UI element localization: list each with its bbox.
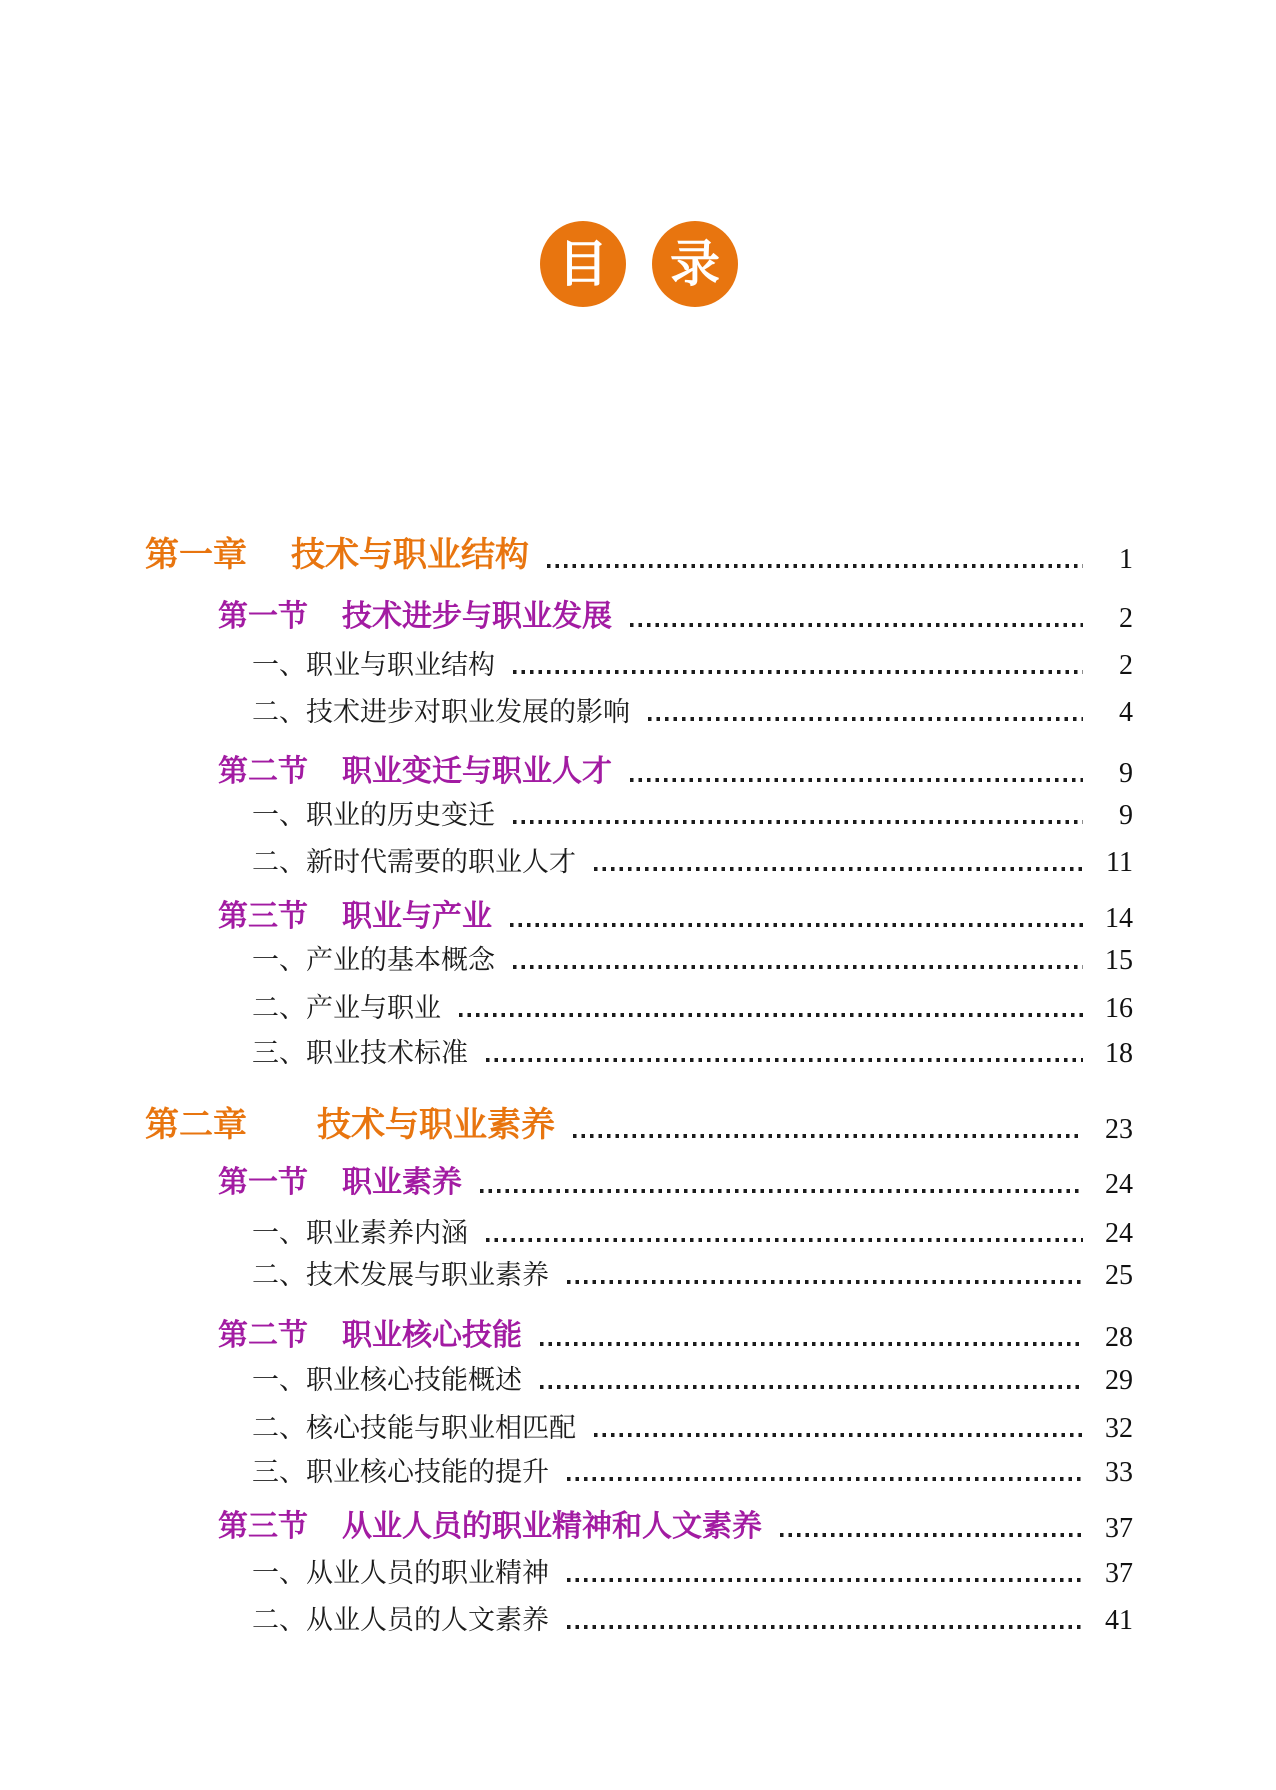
page-number: 18	[1105, 1038, 1133, 1069]
toc-entry-item	[252, 1406, 1133, 1445]
toc-entry-title: 一、职业的历史变迁	[252, 800, 495, 830]
page-number: 24	[1105, 1218, 1133, 1249]
toc-entry-label: 第一章	[145, 536, 247, 574]
toc-entry-title: 二、技术发展与职业素养	[252, 1260, 549, 1290]
toc-entry-section	[218, 1310, 1133, 1354]
dot-leader	[510, 923, 1083, 927]
toc-entry-label: 第三节	[218, 1510, 308, 1543]
toc-entry-item	[252, 1358, 1133, 1397]
page-number: 9	[1119, 758, 1133, 789]
dot-leader	[459, 1013, 1083, 1017]
dot-leader	[567, 1625, 1083, 1629]
toc-entry-title: 二、产业与职业	[252, 993, 441, 1023]
toc-entry-title: 一、职业核心技能概述	[252, 1365, 522, 1395]
page-number: 23	[1105, 1114, 1133, 1145]
dot-leader	[630, 778, 1083, 782]
page-number: 25	[1105, 1260, 1133, 1291]
toc-entry-title: 职业核心技能	[342, 1319, 522, 1352]
toc-entry-item	[252, 938, 1133, 977]
dot-leader	[648, 717, 1083, 721]
title-char-2: 录	[670, 236, 720, 292]
dot-leader	[480, 1189, 1083, 1193]
toc-entry-item	[252, 643, 1133, 682]
toc-entry-item	[252, 986, 1133, 1025]
toc-entry-label: 第一节	[218, 600, 308, 633]
dot-leader	[567, 1477, 1083, 1481]
toc-entry-chapter	[145, 527, 1133, 576]
page-number: 37	[1105, 1513, 1133, 1544]
toc-entry-item	[252, 793, 1133, 832]
page-number: 33	[1105, 1457, 1133, 1488]
toc-entry-title: 一、职业与职业结构	[252, 650, 495, 680]
page-number: 28	[1105, 1322, 1133, 1353]
page-number: 2	[1119, 603, 1133, 634]
toc-entry-title: 三、职业核心技能的提升	[252, 1457, 549, 1487]
page-number: 1	[1119, 544, 1133, 575]
toc-entry-section	[218, 746, 1133, 790]
toc-entry-title: 二、新时代需要的职业人才	[252, 847, 576, 877]
toc-entry-title: 职业素养	[342, 1166, 462, 1199]
page-number: 24	[1105, 1169, 1133, 1200]
toc-entry-section	[218, 1157, 1133, 1201]
title-circle-2	[652, 221, 738, 307]
toc-entry-item	[252, 690, 1133, 729]
dot-leader	[513, 670, 1083, 674]
toc-entry-label: 第一节	[218, 1166, 308, 1199]
toc-entry-title: 从业人员的职业精神和人文素养	[342, 1510, 762, 1543]
toc-entry-section	[218, 1501, 1133, 1545]
toc-entry-label: 第二节	[218, 1319, 308, 1352]
dot-leader	[540, 1342, 1083, 1346]
toc-entry-title: 技术与职业素养	[317, 1106, 555, 1144]
toc-entry-section	[218, 591, 1133, 635]
dot-leader	[547, 564, 1083, 568]
page-number: 32	[1105, 1413, 1133, 1444]
toc-entry-title: 技术进步与职业发展	[342, 600, 612, 633]
dot-leader	[630, 623, 1083, 627]
page-number: 4	[1119, 697, 1133, 728]
dot-leader	[594, 867, 1083, 871]
toc-entry-label: 第二章	[145, 1106, 247, 1144]
toc-page-title	[540, 221, 738, 307]
dot-leader	[513, 965, 1083, 969]
toc-entry-title: 三、职业技术标准	[252, 1038, 468, 1068]
toc-entry-item	[252, 1598, 1133, 1637]
toc-entry-item	[252, 1211, 1133, 1250]
dot-leader	[567, 1280, 1083, 1284]
toc-entry-item	[252, 1253, 1133, 1292]
toc-entry-title: 一、职业素养内涵	[252, 1218, 468, 1248]
page-number: 15	[1105, 945, 1133, 976]
toc-entry-item	[252, 1450, 1133, 1489]
toc-entry-title: 二、核心技能与职业相匹配	[252, 1413, 576, 1443]
toc-entry-section	[218, 891, 1133, 935]
toc-entry-title: 技术与职业结构	[291, 536, 529, 574]
dot-leader	[540, 1385, 1083, 1389]
dot-leader	[486, 1238, 1083, 1242]
page-number: 16	[1105, 993, 1133, 1024]
toc-entry-label: 第三节	[218, 900, 308, 933]
dot-leader	[780, 1533, 1083, 1537]
page-number: 14	[1105, 903, 1133, 934]
toc-entry-title: 职业与产业	[342, 900, 492, 933]
toc-entry-title: 一、产业的基本概念	[252, 945, 495, 975]
toc-entry-title: 一、从业人员的职业精神	[252, 1558, 549, 1588]
title-circle-1	[540, 221, 626, 307]
page-number: 2	[1119, 650, 1133, 681]
page-number: 37	[1105, 1558, 1133, 1589]
toc-entry-title: 二、从业人员的人文素养	[252, 1605, 549, 1635]
toc-entry-item	[252, 1551, 1133, 1590]
title-char-1: 目	[558, 236, 608, 292]
toc-entry-title: 职业变迁与职业人才	[342, 755, 612, 788]
toc-entry-item	[252, 840, 1133, 879]
page-number: 11	[1106, 847, 1133, 878]
toc-entry-title: 二、技术进步对职业发展的影响	[252, 697, 630, 727]
toc-entry-chapter	[145, 1097, 1133, 1146]
page-number: 29	[1105, 1365, 1133, 1396]
dot-leader	[573, 1134, 1083, 1138]
page-number: 9	[1119, 800, 1133, 831]
toc-entry-item	[252, 1031, 1133, 1070]
dot-leader	[567, 1578, 1083, 1582]
dot-leader	[594, 1433, 1083, 1437]
page-number: 41	[1105, 1605, 1133, 1636]
dot-leader	[486, 1058, 1083, 1062]
toc-entry-label: 第二节	[218, 755, 308, 788]
dot-leader	[513, 820, 1083, 824]
